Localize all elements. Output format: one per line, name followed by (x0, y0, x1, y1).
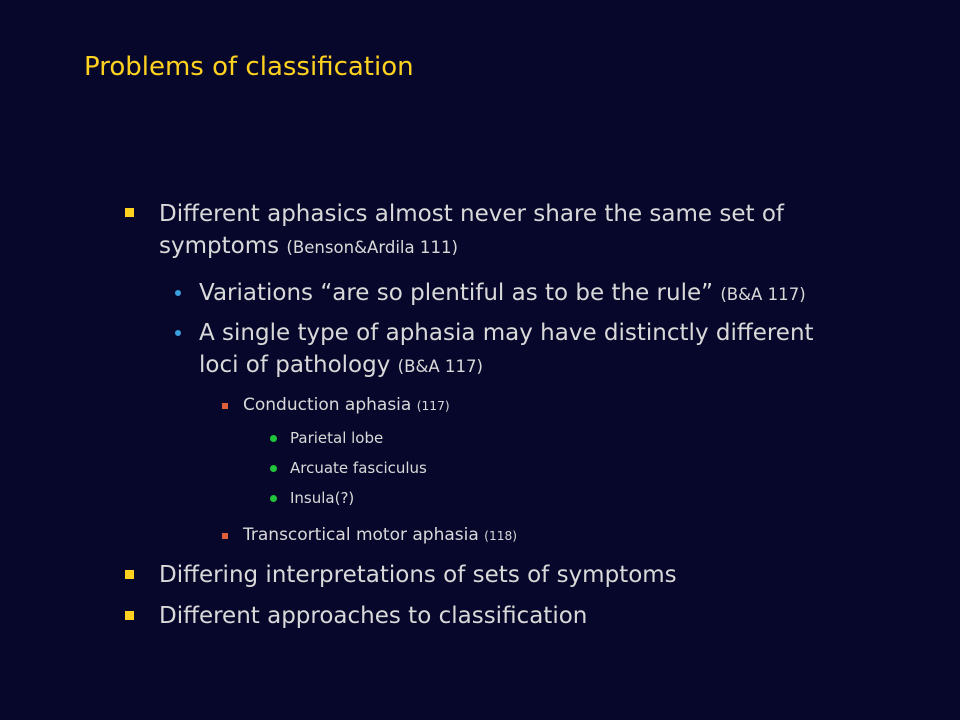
dot-bullet-icon (270, 435, 277, 442)
bullet-text: A single type of aphasia may have distinctly different (199, 320, 814, 346)
dot-bullet-icon (270, 495, 277, 502)
dot-bullet-icon (270, 465, 277, 472)
bullet-text: Differing interpretations of sets of symptoms (159, 562, 677, 588)
bullet-text: Arcuate fasciculus (290, 459, 427, 477)
square-bullet-icon (125, 570, 134, 579)
square-bullet-icon (125, 611, 134, 620)
square-bullet-icon (125, 208, 134, 217)
bullet-text-continued (159, 230, 784, 264)
bullet-citation: (118) (484, 529, 518, 543)
bullet-text: Transcortical motor aphasia (243, 525, 479, 545)
bullet-citation: (B&A 117) (720, 285, 806, 304)
bullet-item-4 (243, 393, 450, 418)
bullet-item-5 (290, 427, 383, 449)
slide-title: Problems of classification (84, 52, 414, 82)
bullet-text: Parietal lobe (290, 429, 384, 447)
square-bullet-icon (222, 403, 228, 409)
bullet-citation: (Benson&Ardila 111) (286, 238, 458, 257)
bullet-text: Variations “are so plentiful as to be the rule” (199, 280, 714, 306)
bullet-citation: (117) (416, 399, 450, 413)
bullet-text: Different aphasics almost never share the same set of (159, 201, 785, 227)
bullet-item-3 (199, 317, 814, 383)
bullet-text: Insula(?) (290, 489, 355, 507)
bullet-text-continued (199, 349, 814, 383)
bullet-item-9 (159, 559, 677, 591)
bullet-text: loci of pathology (199, 352, 391, 378)
dot-bullet-icon (175, 330, 181, 336)
square-bullet-icon (222, 533, 228, 539)
bullet-item-8 (243, 523, 517, 548)
bullet-item-2 (199, 277, 806, 311)
dot-bullet-icon (175, 290, 181, 296)
bullet-text: Conduction aphasia (243, 395, 412, 415)
bullet-item-7 (290, 487, 354, 509)
bullet-item-1 (159, 198, 784, 264)
bullet-item-10 (159, 600, 587, 632)
bullet-item-6 (290, 457, 427, 479)
bullet-text: symptoms (159, 233, 280, 259)
bullet-text: Different approaches to classification (159, 603, 588, 629)
bullet-citation: (B&A 117) (397, 357, 483, 376)
